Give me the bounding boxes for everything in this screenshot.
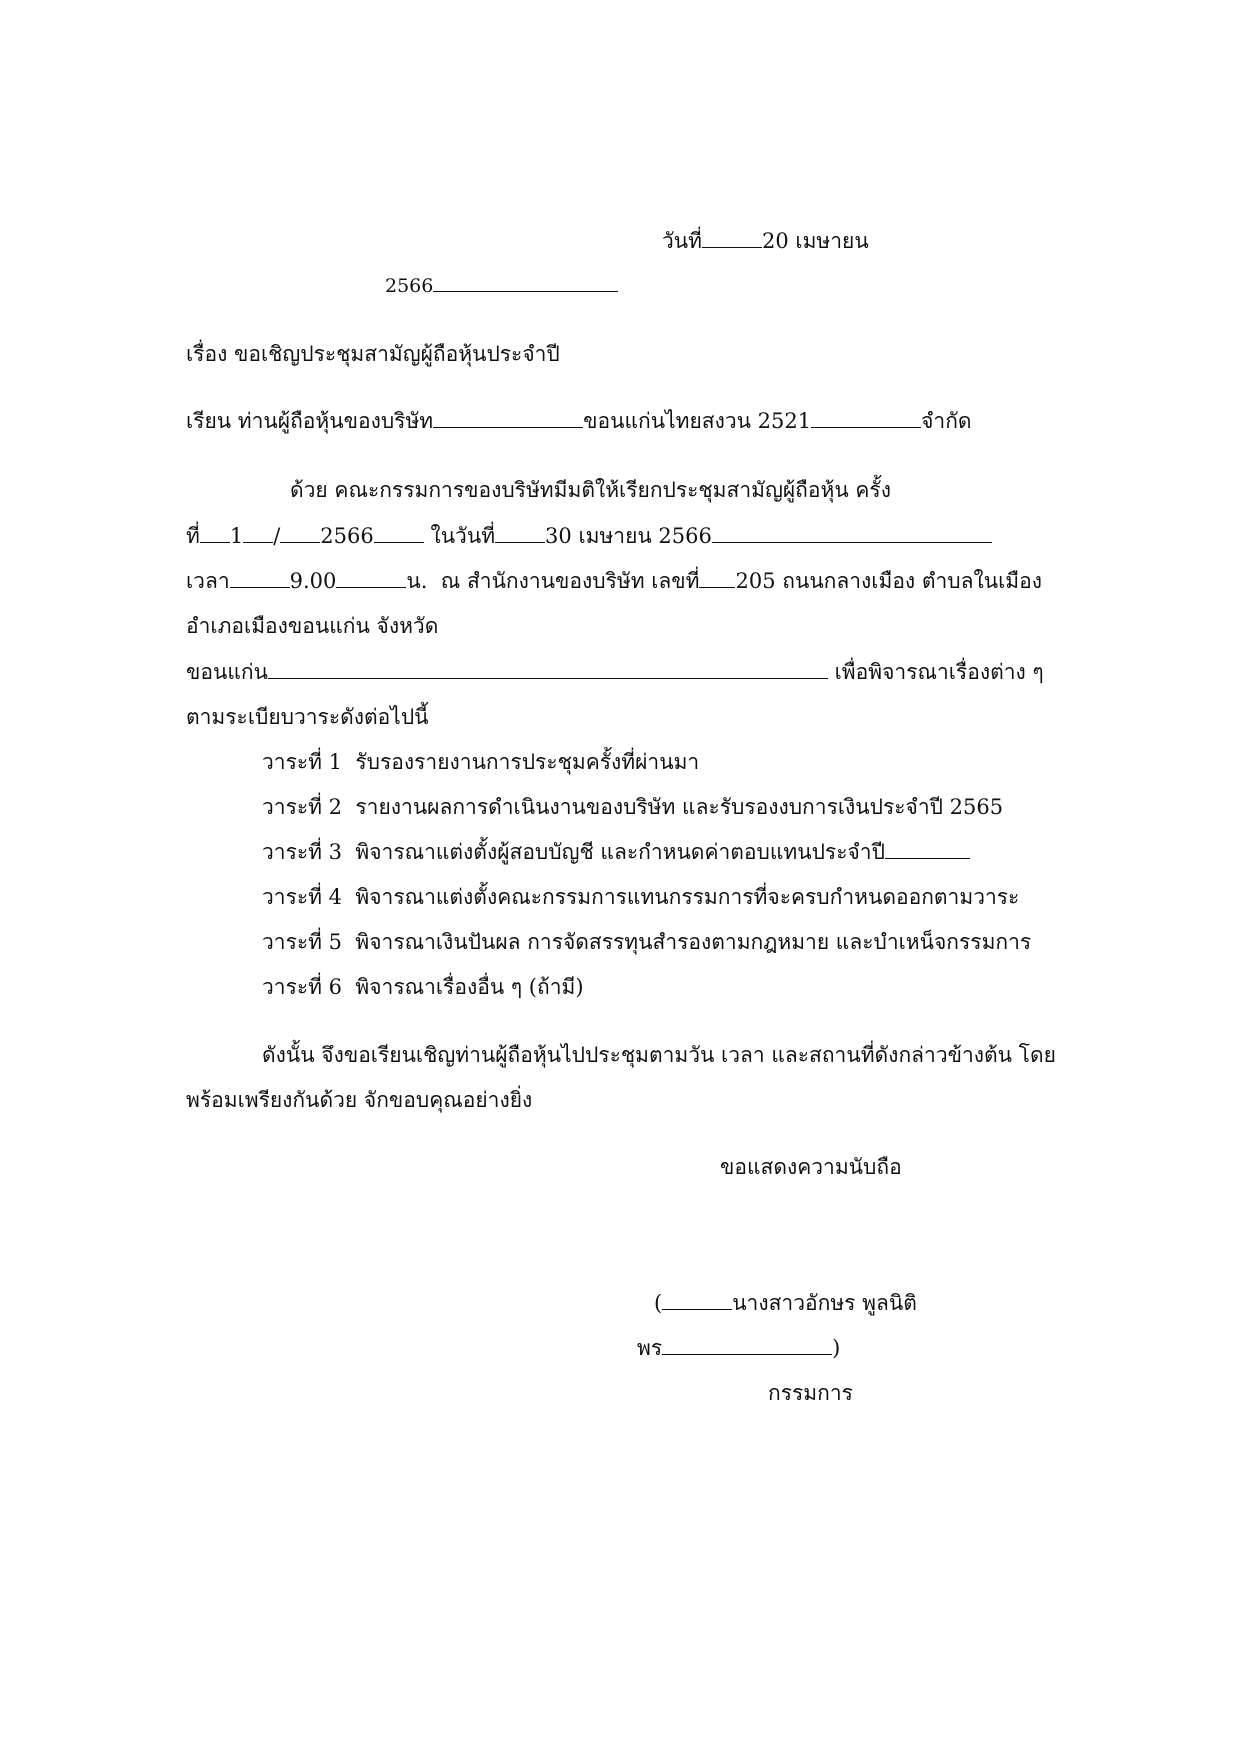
agenda-text: พิจารณาเรื่องอื่น ๆ (ถ้ามี) — [355, 975, 584, 999]
meeting-date: 30 เมษายน 2566 — [545, 524, 712, 548]
meeting-place: ณ สำนักงานของบริษัท เลขที่ — [440, 569, 700, 593]
body-line-5 — [186, 657, 1044, 687]
body-line-4: อำเภอเมืองขอนแก่น จังหวัด — [186, 614, 439, 638]
agenda-label: วาระที่ 4 — [262, 885, 343, 909]
meeting-time: 9.00 — [289, 569, 337, 593]
blank — [699, 567, 735, 588]
blank — [268, 658, 828, 679]
blank — [230, 567, 290, 588]
meeting-number: 1 — [229, 524, 244, 548]
addressee-prefix: เรียน ท่านผู้ถือหุ้นของบริษัท — [186, 409, 434, 433]
date-label: วันที่ — [662, 229, 702, 253]
slash: / — [273, 524, 281, 548]
body-line-3 — [186, 566, 1042, 596]
blank — [662, 1334, 832, 1355]
on-date-label: ในวันที่ — [430, 524, 496, 548]
addressee-suffix: จำกัด — [921, 409, 972, 433]
agenda-text: พิจารณาแต่งตั้งผู้สอบบัญชี และกำหนดค่าตอบแทนประจำปี — [355, 840, 885, 864]
agenda-item-4 — [262, 882, 1019, 912]
agenda-item-1 — [262, 747, 699, 777]
signature-name-line — [654, 1288, 917, 1318]
agenda-item-5 — [262, 927, 1031, 957]
agenda-text: รับรองรายงานการประชุมครั้งที่ผ่านมา — [355, 750, 700, 774]
province: ขอนแก่น — [186, 660, 268, 684]
signer-title: กรรมการ — [768, 1381, 853, 1405]
agenda-label: วาระที่ 5 — [262, 930, 343, 954]
date-value: 20 เมษายน — [762, 229, 869, 253]
company-name: ขอนแก่นไทยสงวน 2521 — [583, 409, 812, 433]
closing-line-2: พร้อมเพรียงกันด้วย จักขอบคุณอย่างยิ่ง — [186, 1088, 533, 1112]
agenda-text: พิจารณาเงินปันผล การจัดสรรทุนสำรองตามกฎหมาย และบำเหน็จกรรมการ — [355, 930, 1032, 954]
agenda-item-3 — [262, 837, 970, 867]
agenda-text: รายงานผลการดำเนินงานของบริษัท และรับรองงบการเงินประจำปี 2565 — [355, 795, 1004, 819]
year-blank — [433, 271, 618, 292]
date-year-line — [385, 271, 618, 301]
blank — [495, 522, 545, 543]
blank — [712, 522, 992, 543]
purpose: เพื่อพิจารณาเรื่องต่าง ๆ — [834, 660, 1044, 684]
agenda-item-2 — [262, 792, 1003, 822]
date-blank — [702, 227, 762, 248]
subject: เรื่อง ขอเชิญประชุมสามัญผู้ถือหุ้นประจำปี — [186, 342, 560, 366]
blank — [662, 1289, 732, 1310]
meeting-year: 2566 — [320, 524, 374, 548]
date-line — [662, 226, 869, 256]
place-address: 205 ถนนกลางเมือง ตำบลในเมือง — [735, 569, 1042, 593]
company-blank-1 — [433, 407, 583, 428]
blank — [280, 522, 320, 543]
addressee — [186, 406, 972, 436]
agenda-label: วาระที่ 1 — [262, 750, 343, 774]
body-line-6: ตามระเบียบวาระดังต่อไปนี้ — [186, 705, 429, 729]
blank — [243, 522, 273, 543]
blank — [374, 522, 424, 543]
signer-name-cont: พร — [637, 1336, 663, 1360]
open-paren: ( — [654, 1291, 663, 1315]
agenda-label: วาระที่ 3 — [262, 840, 343, 864]
time-unit: น. — [406, 569, 428, 593]
body-line-2 — [186, 521, 992, 551]
regards: ขอแสดงความนับถือ — [720, 1155, 902, 1179]
agenda-label: วาระที่ 6 — [262, 975, 343, 999]
agenda-item-6 — [262, 972, 584, 1002]
body-line-1: ด้วย คณะกรรมการของบริษัทมีมติให้เรียกประชุมสามัญผู้ถือหุ้น ครั้ง — [290, 478, 891, 502]
blank — [336, 567, 406, 588]
closing-line-1: ดังนั้น จึงขอเรียนเชิญท่านผู้ถือหุ้นไปประชุมตามวัน เวลา และสถานที่ดังกล่าวข้างต้น โดย — [262, 1043, 1056, 1067]
date-year: 2566 — [385, 275, 434, 297]
agenda-text: พิจารณาแต่งตั้งคณะกรรมการแทนกรรมการที่จะครบกำหนดออกตามวาระ — [355, 885, 1020, 909]
signer-name: นางสาวอักษร พูลนิติ — [732, 1291, 917, 1315]
close-paren: ) — [832, 1336, 841, 1360]
agenda-label: วาระที่ 2 — [262, 795, 343, 819]
company-blank-2 — [811, 407, 921, 428]
signature-name-line-2 — [637, 1333, 840, 1363]
blank — [200, 522, 230, 543]
time-label: เวลา — [186, 569, 230, 593]
body-meeting-label: ที่ — [186, 524, 200, 548]
blank — [885, 838, 970, 859]
